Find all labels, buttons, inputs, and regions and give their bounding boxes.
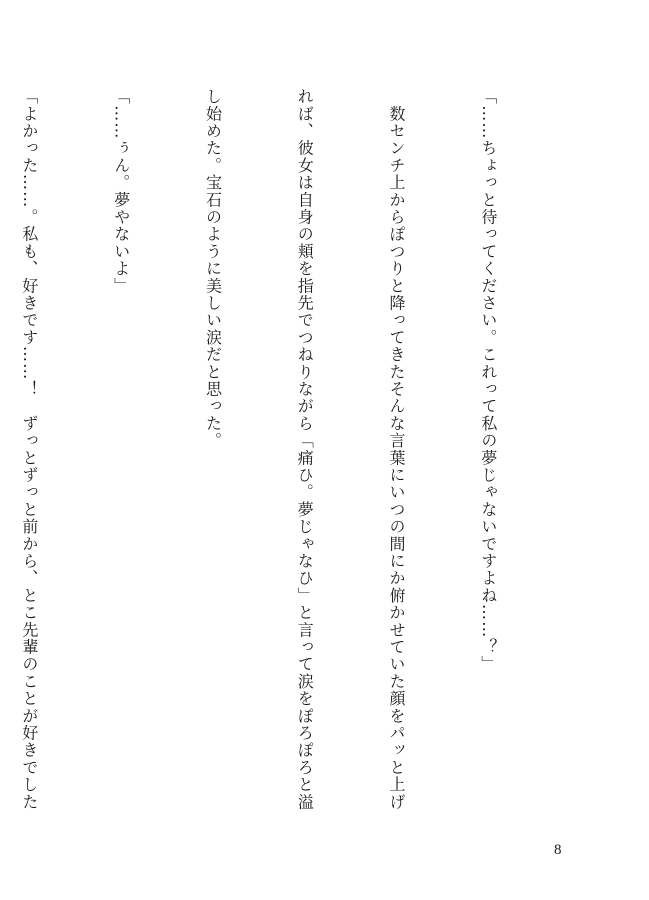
text-line: 数センチ上からぽつりと降ってきたそんな言葉にいつの間にか俯かせていた顔をパッと上げ: [387, 88, 407, 811]
text-line: 「よかった……。私も、好きです……！ ずっとずっと前から、とこ先輩のことが好きでした: [19, 88, 39, 811]
text-line: 「……ぅん。夢やないよ」: [111, 88, 131, 295]
vertical-text-block: [0, 88, 564, 811]
text-line: 「……ちょっと待ってください。これって私の夢じゃないですよね……？」: [478, 88, 498, 673]
text-line: し始めた。宝石のように美しい涙だと思った。: [203, 88, 223, 450]
page-number: 8: [554, 842, 562, 858]
text-line: れば、彼女は自身の頬を指先でつねりながら「痛ひ。夢じゃなひ」と言って涙をぽろぽろと溢: [295, 88, 315, 811]
